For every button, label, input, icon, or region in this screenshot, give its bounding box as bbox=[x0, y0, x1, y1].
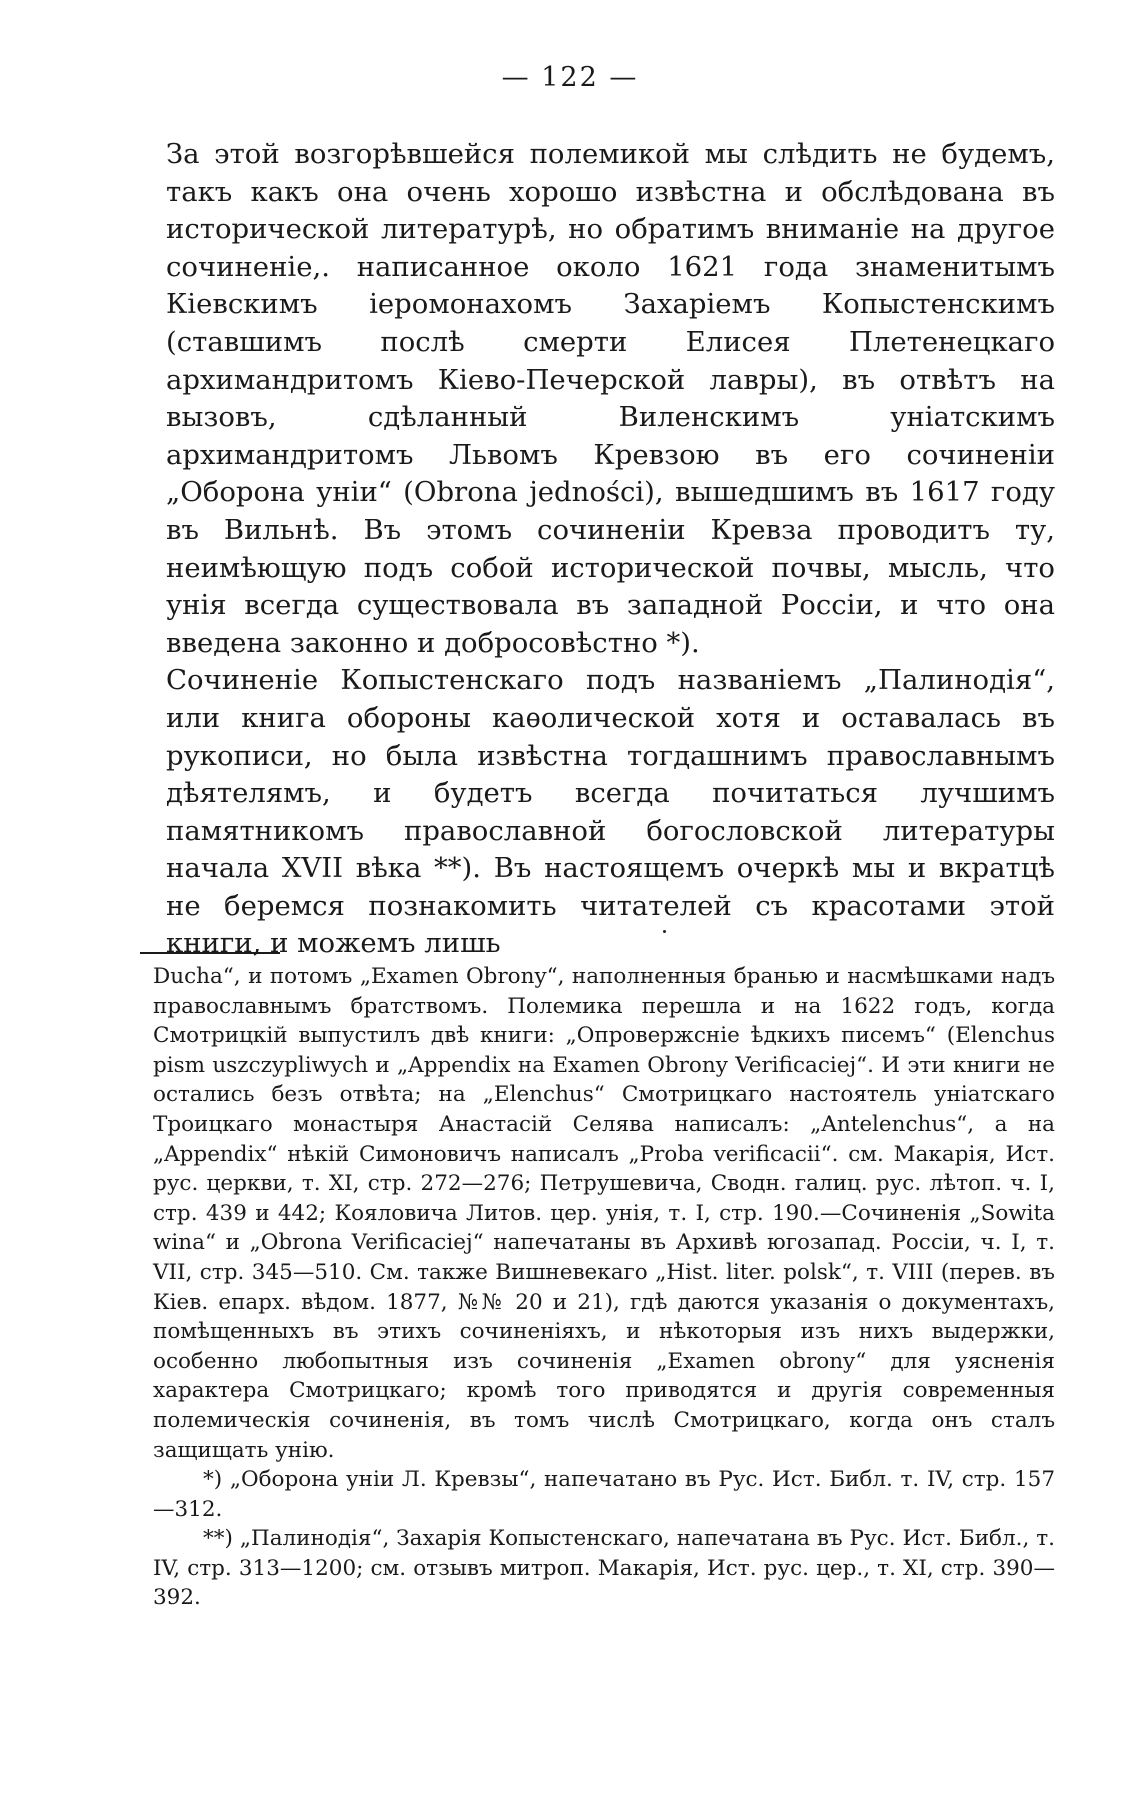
footnote-1: *) „Оборона уніи Л. Кревзы“, напечатано въ Рус. Ист. Библ. т. IV, стр. 157—312. bbox=[153, 1467, 1055, 1522]
page-number: — 122 — bbox=[501, 62, 639, 93]
main-text bbox=[166, 136, 1055, 963]
footnotes bbox=[153, 962, 1055, 1613]
footnote-2: **) „Палинодія“, Захарія Копыстенскаго, напечатана въ Рус. Ист. Библ., т. IV, стр. 313—1200; см. отзывъ митроп. Макарія, Ист. рус. цер., т. XI, стр. 390—392. bbox=[153, 1526, 1055, 1611]
paragraph-1: За этой возгорѣвшейся полемикой мы слѣдить не будемъ, такъ какъ она очень хорошо извѣстна и обслѣдована въ исторической литературѣ, но обратимъ вниманіе на другое сочиненіе,. написанное около 1621 года знаменитымъ Кіевскимъ іеромонахомъ Захаріемъ Копыстенскимъ (ставшимъ послѣ смерти Елисея Плетенецкаго архимандритомъ Кіево-Печерской лавры), въ отвѣтъ на вызовъ, сдѣланный Виленскимъ уніатскимъ архимандритомъ Львомъ Кревзою въ его сочиненіи „Оборона уніи“ (Obrona jedności), вышедшимъ въ 1617 году въ Вильнѣ. Въ этомъ сочиненіи Кревза проводитъ ту, неимѣющую подъ собой исторической почвы, мысль, что унія всегда существовала въ западной Россіи, и что она введена законно и добросовѣстно *). bbox=[166, 138, 1055, 659]
paragraph-2: Сочиненіе Копыстенскаго подъ названіемъ „Палинодія“, или книга обороны каѳолической хотя и оставалась въ рукописи, но была извѣстна тогдашнимъ православнымъ дѣятелямъ, и будетъ всегда почитаться лучшимъ памятникомъ православной богословской литературы начала XVII вѣка **). Въ настоящемъ очеркѣ мы и вкратцѣ не беремся познакомить читателей съ красотами этой книги, и можемъ лишь bbox=[166, 664, 1055, 960]
footnote-continued: Ducha“, и потомъ „Examen Obrony“, наполненныя бранью и насмѣшками надъ православнымъ братствомъ. Полемика перешла и на 1622 годъ, когда Смотрицкій выпустилъ двѣ книги: „Опровержсніе ѣдкихъ писемъ“ (Elenchus pism uszczypliwych и „Appendix на Examen Obrony Verificaciej“. И эти книги не остались безъ отвѣта; на „Elenchus“ Смотрицкаго настоятель уніатскаго Троицкаго монастыря Анастасій Селява написалъ: „Antelenchus“, а на „Appendix“ нѣкій Симоновичъ написалъ „Proba verificacii“. см. Макарія, Ист. рус. церкви, т. XI, стр. 272—276; Петрушевича, Сводн. галиц. рус. лѣтоп. ч. I, стр. 439 и 442; Кояловича Литов. цер. унія, т. I, стр. 190.—Сочиненія „Sowita wina“ и „Obrona Verificaciej“ напечатаны въ Архивѣ югозапад. Россіи, ч. I, т. VII, стр. 345—510. См. также Вишневекаго „Hist. liter. polsk“, т. VIII (перев. въ Кіев. епарх. вѣдом. 1877, №№ 20 и 21), гдѣ даются указанія о документахъ, помѣщенныхъ въ этихъ сочиненіяхъ, и нѣкоторыя изъ нихъ выдержки, особенно любопытныя изъ сочиненія „Examen obrony“ для уясненія характера Смотрицкаго; кромѣ того приводятся и другія современныя полемическія сочиненія, въ томъ числѣ Смотрицкаго, когда онъ сталъ защищать унію. bbox=[153, 964, 1055, 1463]
print-speck bbox=[663, 930, 666, 933]
footnote-separator bbox=[140, 952, 280, 954]
